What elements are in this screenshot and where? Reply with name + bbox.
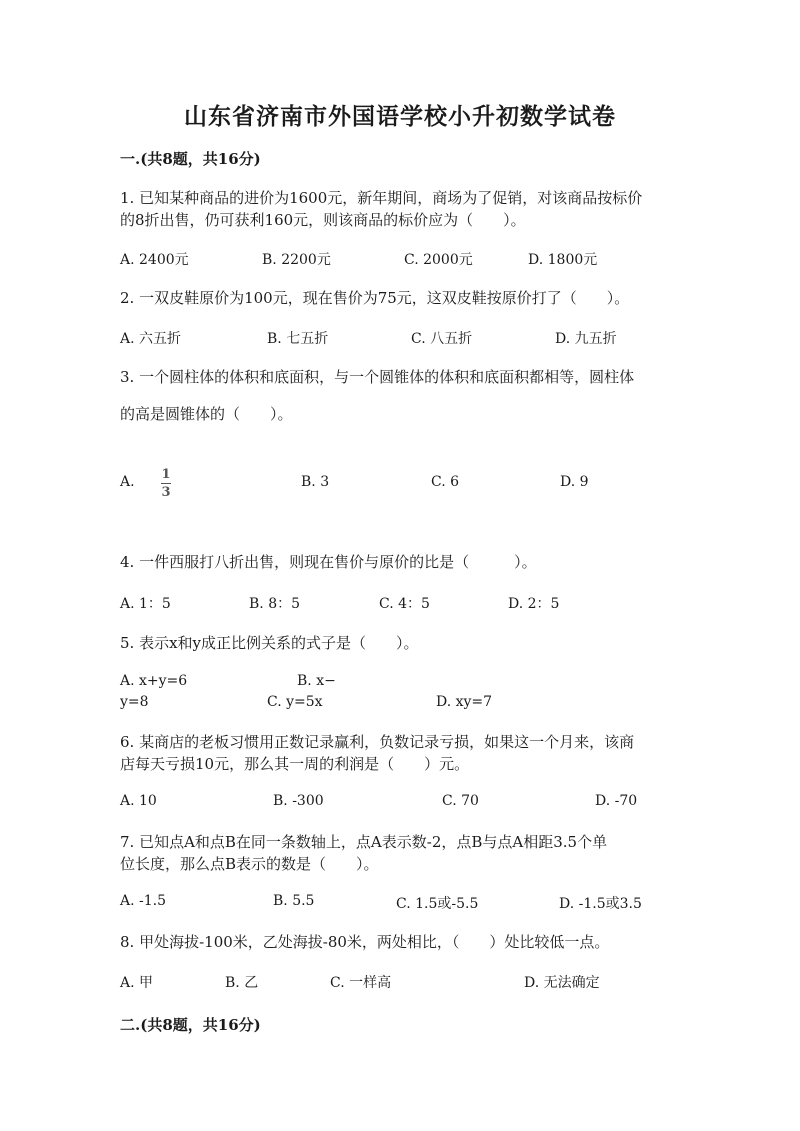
q1-option-d[interactable]: D. 1800元 xyxy=(528,252,598,268)
q8-option-c[interactable]: C. 一样高 xyxy=(330,975,392,991)
question-5-line-1: 5. 表示x和y成正比例关系的式子是（ ）。 xyxy=(120,634,419,652)
q4-option-d[interactable]: D. 2：5 xyxy=(508,596,560,612)
q6-option-c[interactable]: C. 70 xyxy=(442,793,479,809)
question-2-line-1: 2. 一双皮鞋原价为100元，现在售价为75元，这双皮鞋按原价打了（ ）。 xyxy=(120,289,630,307)
question-8-line-1: 8. 甲处海拔-100米，乙处海拔-80米，两处相比，（ ）处比较低一点。 xyxy=(120,933,610,951)
q8-option-b[interactable]: B. 乙 xyxy=(225,975,259,991)
section-heading-2: 二.(共8题，共16分) xyxy=(120,1016,261,1034)
fraction-denominator: 3 xyxy=(161,485,171,500)
q1-option-b[interactable]: B. 2200元 xyxy=(262,252,331,268)
question-3-line-1: 3. 一个圆柱体的体积和底面积，与一个圆锥体的体积和底面积都相等，圆柱体 xyxy=(120,368,635,386)
q4-option-b[interactable]: B. 8：5 xyxy=(249,596,301,612)
q5-option-a[interactable]: A. x+y=6 xyxy=(120,673,188,689)
q4-option-a[interactable]: A. 1：5 xyxy=(120,596,171,612)
question-1-line-1: 1. 已知某种商品的进价为1600元，新年期间，商场为了促销，对该商品按标价 xyxy=(120,189,643,207)
question-3-line-2: 的高是圆锥体的（ ）。 xyxy=(120,405,293,423)
q3-option-a-label: A. xyxy=(120,474,135,490)
section-heading-1: 一.(共8题，共16分) xyxy=(120,150,261,168)
q3-option-c[interactable]: C. 6 xyxy=(431,474,460,490)
q1-option-c[interactable]: C. 2000元 xyxy=(404,252,473,268)
q3-option-d[interactable]: D. 9 xyxy=(560,474,589,490)
q3-option-a[interactable] xyxy=(120,474,135,490)
question-7-line-1: 7. 已知点A和点B在同一条数轴上，点A表示数-2，点B与点A相距3.5个单 xyxy=(120,833,608,851)
q5-option-b-line-2[interactable]: y=8 xyxy=(120,694,149,710)
q5-option-b-line-1[interactable]: B. x− xyxy=(297,673,336,689)
question-7-line-2: 位长度，那么点B表示的数是（ ）。 xyxy=(120,855,379,873)
q3-option-b[interactable]: B. 3 xyxy=(301,474,330,490)
question-1-line-2: 的8折出售，仍可获利160元，则该商品的标价应为（ ）。 xyxy=(120,211,526,229)
q7-option-a[interactable]: A. -1.5 xyxy=(120,893,167,909)
q6-option-d[interactable]: D. -70 xyxy=(595,793,638,809)
fraction-bar xyxy=(161,483,171,484)
fraction-one-third xyxy=(161,468,171,499)
question-4-line-1: 4. 一件西服打八折出售，则现在售价与原价的比是（ ）。 xyxy=(120,553,537,571)
q1-option-a[interactable]: A. 2400元 xyxy=(120,252,189,268)
fraction-numerator: 1 xyxy=(161,467,171,482)
q8-option-a[interactable]: A. 甲 xyxy=(120,975,154,991)
q7-option-c[interactable]: C. 1.5或-5.5 xyxy=(396,896,479,912)
q6-option-b[interactable]: B. -300 xyxy=(273,793,324,809)
q8-option-d[interactable]: D. 无法确定 xyxy=(524,975,600,991)
q5-option-c[interactable]: C. y=5x xyxy=(267,694,323,710)
q5-option-d[interactable]: D. xy=7 xyxy=(436,694,493,710)
q2-option-c[interactable]: C. 八五折 xyxy=(411,331,473,347)
q2-option-d[interactable]: D. 九五折 xyxy=(555,331,617,347)
q6-option-a[interactable]: A. 10 xyxy=(120,793,157,809)
question-6-line-2: 店每天亏损10元，那么其一周的利润是（ ）元。 xyxy=(120,755,470,773)
q7-option-b[interactable]: B. 5.5 xyxy=(273,893,315,909)
q4-option-c[interactable]: C. 4：5 xyxy=(379,596,430,612)
question-6-line-1: 6. 某商店的老板习惯用正数记录赢利，负数记录亏损，如果这一个月来，该商 xyxy=(120,733,635,751)
q2-option-b[interactable]: B. 七五折 xyxy=(267,331,329,347)
q7-option-d[interactable]: D. -1.5或3.5 xyxy=(559,896,642,912)
page-title: 山东省济南市外国语学校小升初数学试卷 xyxy=(184,103,616,130)
q2-option-a[interactable]: A. 六五折 xyxy=(120,331,182,347)
